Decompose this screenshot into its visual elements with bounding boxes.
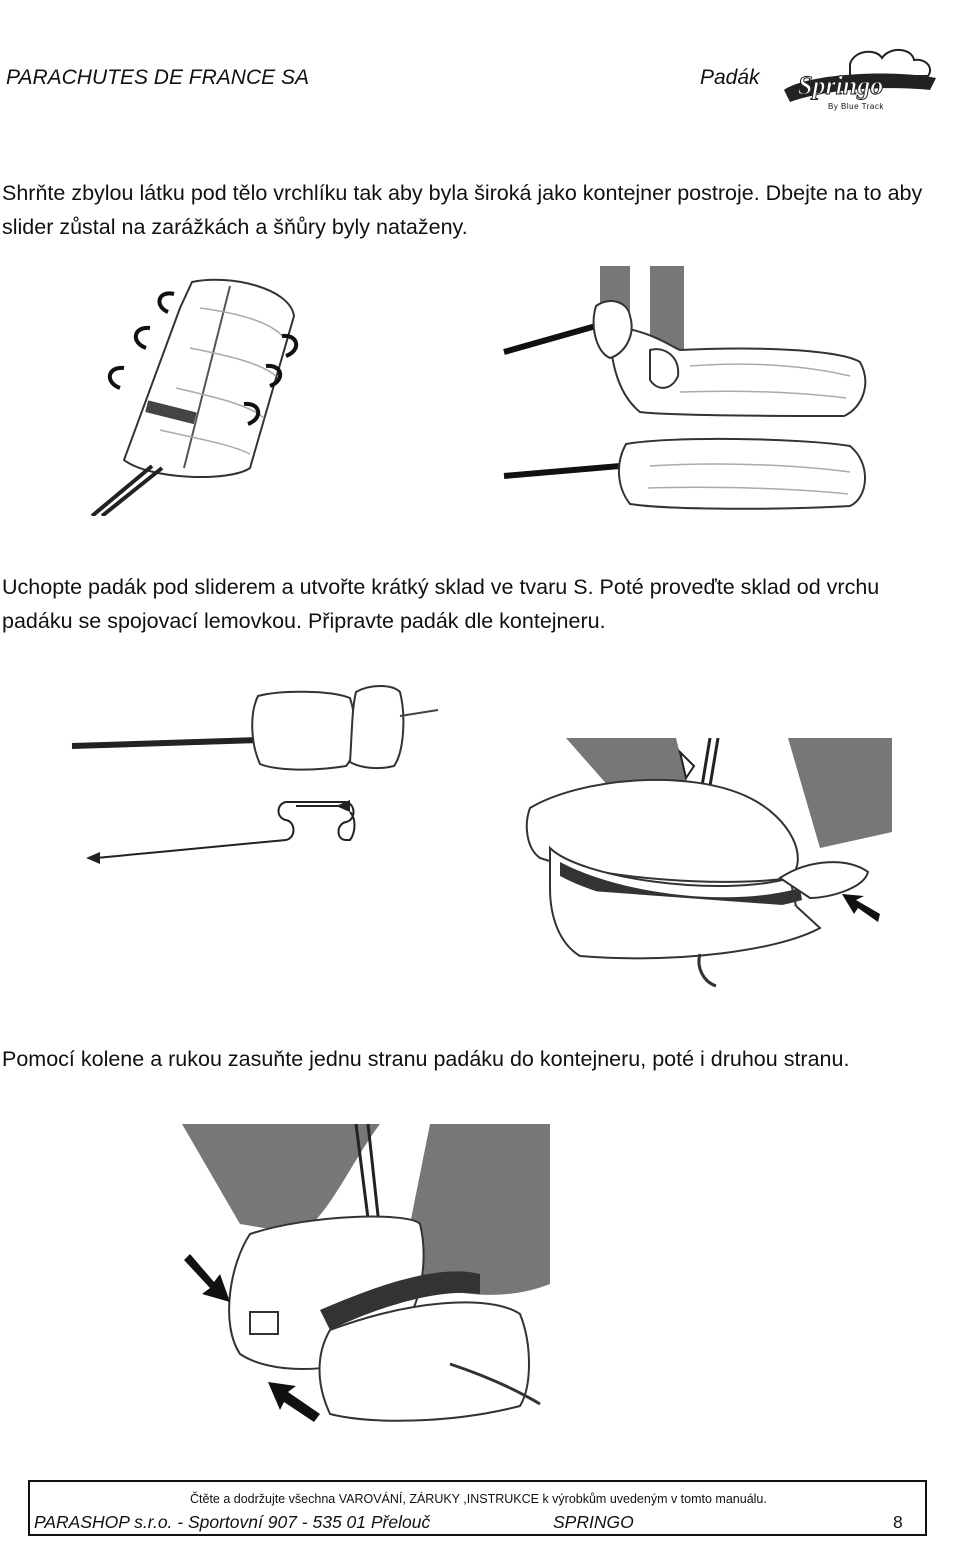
instruction-paragraph-1: Shrňte zbylou látku pod tělo vrchlíku tak aby byla široká jako kontejner postroje. Dbejte na to aby slider zůstal na zarážkách a šňůry byly nataženy. [2, 181, 923, 239]
instruction-paragraph-3: Pomocí kolene a rukou zasuňte jednu stranu padáku do kontejneru, poté i druhou stranu. [2, 1047, 850, 1071]
footer-warning-note: Čtěte a dodržujte všechna VAROVÁNÍ, ZÁRUKY ,INSTRUKCE k výrobkům uvedeným v tomto manuálu. [190, 1492, 767, 1506]
instruction-paragraph-2: Uchopte padák pod sliderem a utvořte krátký sklad ve tvaru S. Poté proveďte sklad od vrchu padáku se spojovací lemovkou. Připravte padák dle kontejneru. [2, 575, 880, 633]
illustration-canopy-tuck [80, 268, 320, 516]
logo-brand: Springo [798, 71, 884, 100]
header-company: PARACHUTES DE FRANCE SA [6, 66, 309, 89]
illustration-container-hands [520, 738, 892, 988]
logo-subtitle: By Blue Track [828, 102, 884, 111]
page-number: 8 [893, 1512, 903, 1532]
illustration-close-container [180, 1124, 552, 1430]
illustration-bundle-grip [500, 266, 876, 516]
footer-company-address: PARASHOP s.r.o. - Sportovní 907 - 535 01 Přelouč [34, 1512, 431, 1532]
illustration-s-fold [60, 672, 450, 872]
header-product: Padák [700, 66, 760, 89]
footer-product-name: SPRINGO [553, 1512, 634, 1532]
